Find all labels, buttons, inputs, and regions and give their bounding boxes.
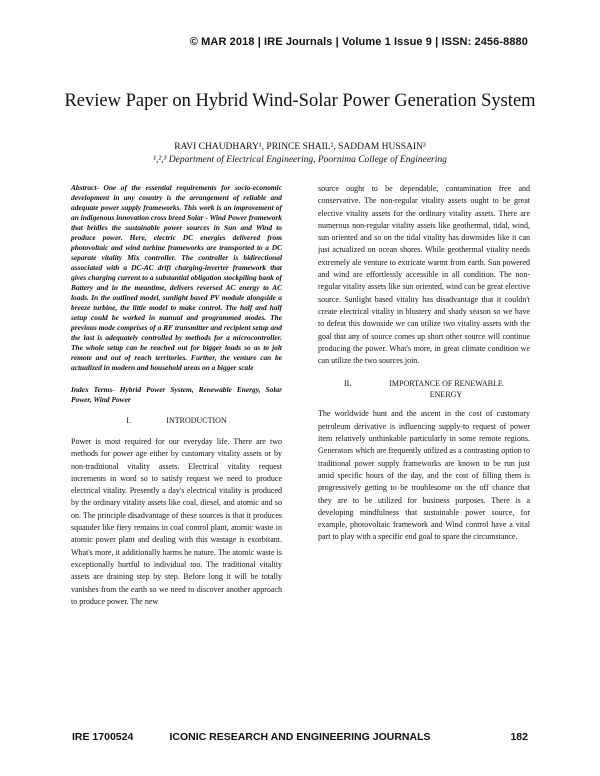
- affiliation: ¹,²,³ Department of Electrical Engineering, Poornima College of Engineering: [153, 155, 447, 165]
- body-paragraph: The worldwide hunt and the ascent in the cost of customary petroleum derivative is influencing supply-to request of power item relatively unthinkable particularly in some remote regions. Generators which are frequently utilized as a contrasting option to traditional power supply frameworks are known to be run just amid specific hours of the day, and the cost of filling them is progressively getting to be troublesome on the off chance that they are to be utilized for business purposes. There is a developing mindfulness that sustainable power source, for example, photovoltaic framework and Wind control have a vital part to play with a specific end goal to spare the circumstance.: [318, 409, 530, 542]
- left-column: [71, 183, 282, 608]
- section-title: INTRODUCTION: [166, 416, 227, 425]
- section-number: II.: [344, 379, 352, 389]
- section-heading-renewable-energy: [318, 379, 530, 400]
- section-number: I.: [126, 416, 131, 425]
- right-column: [318, 183, 530, 544]
- paper-title: Review Paper on Hybrid Wind-Solar Power Generation System: [64, 91, 536, 111]
- introduction-paragraph: Power is most required for our everyday life. There are two methods for power age either by customary vitality assets or by non-traditional vitality assets. Electrical vitality request increments in word so to satisfy request we need to produce electrical vitality. Presently a day's electrical vitality is produced by the ordinary vitality assets like coal, diesel, and atomic and so on. The principle disadvantage of these sources is that it produces squander like fiery remains in coal control plant, atomic waste in atomic power plant and dealing with this wastage is exorbitant. What's more, it additionally harms he nature. The atomic waste is exceptionally hurtful to individual too. The traditional vitality assets are draining step by step. Before long it will be totally vanishes from the earth so we need to discover another approach to produce power. The new: [71, 437, 282, 606]
- index-terms: Index Terms- Hybrid Power System, Renewable Energy, Solar Power, Wind Power: [71, 385, 282, 404]
- section-title: IMPORTANCE OF RENEWABLE ENERGY: [389, 379, 503, 399]
- footer-journal-name: ICONIC RESEARCH AND ENGINEERING JOURNALS: [169, 731, 431, 743]
- section-heading-introduction: [71, 415, 282, 426]
- body-paragraph: source ought to be dependable, contamination free and conservative. The non-regular vitality assets ought to be great elective vitality assets for the ordinary vitality assets. There are numerous non-regular vitality assets like geothermal, tidal, wind, sun oriented and so on the tidal vitality has downsides like it can just actualized on ocean shores. While geothermal vitality needs extremely ale venture to extricate warmt from earth. Sun powered and wind are effortlessly accessible in all condition. The non-regular vitality assets like sun oriented, wind can be great elective source. Sunlight based vitality has disadvantage that it couldn't create electrical vitality in blustery and shady season so we have to defeat this downside we can utilize two vitality assets with the goal that any of source comes up short other source will continue producing the power. What's more, in great climate condition we can utilize the two sources join.: [318, 184, 530, 366]
- abstract: Abstract- One of the essential requirements for socio-economic development in any country is the arrangement of reliable and adequate power supply frameworks. This work is an improvement of an indigenous innovation cross breed Solar - Wind Power framework that bridles the sustainable power sources in Sun and Wind to produce power. Here, electric DC energies delivered from photovoltaic and wind turbine frameworks are transported to a DC separate vitality Mix controller. The controller is bidirectional associated with a DC-AC drift charging-inverter framework that gives charging current to a substantial obligation stockpiling bank of Battery and in the meantime, delivers reversed AC energy to AC loads. In the outlined model, sunlight based PV module alongside a breeze turbine, the little model to make control. The half and half setup could be worked in manual and programmed modes. The previous mode comprises of a RF transmitter and recipient setup and the last is adequately controlled by methods for a microcontroller. The whole setup can be reached out for bigger loads so as to jolt remote and out of reach territories. Further, the venture can be actualized in modern and household areas on a bigger scale: [71, 183, 282, 372]
- footer-page-number: 182: [510, 731, 528, 743]
- footer-paper-id: IRE 1700524: [72, 731, 134, 743]
- journal-header: © MAR 2018 | IRE Journals | Volume 1 Issue 9 | ISSN: 2456-8880: [189, 36, 528, 48]
- author-list: RAVI CHAUDHARY¹, PRINCE SHAIL², SADDAM HUSSAIN³: [174, 142, 426, 152]
